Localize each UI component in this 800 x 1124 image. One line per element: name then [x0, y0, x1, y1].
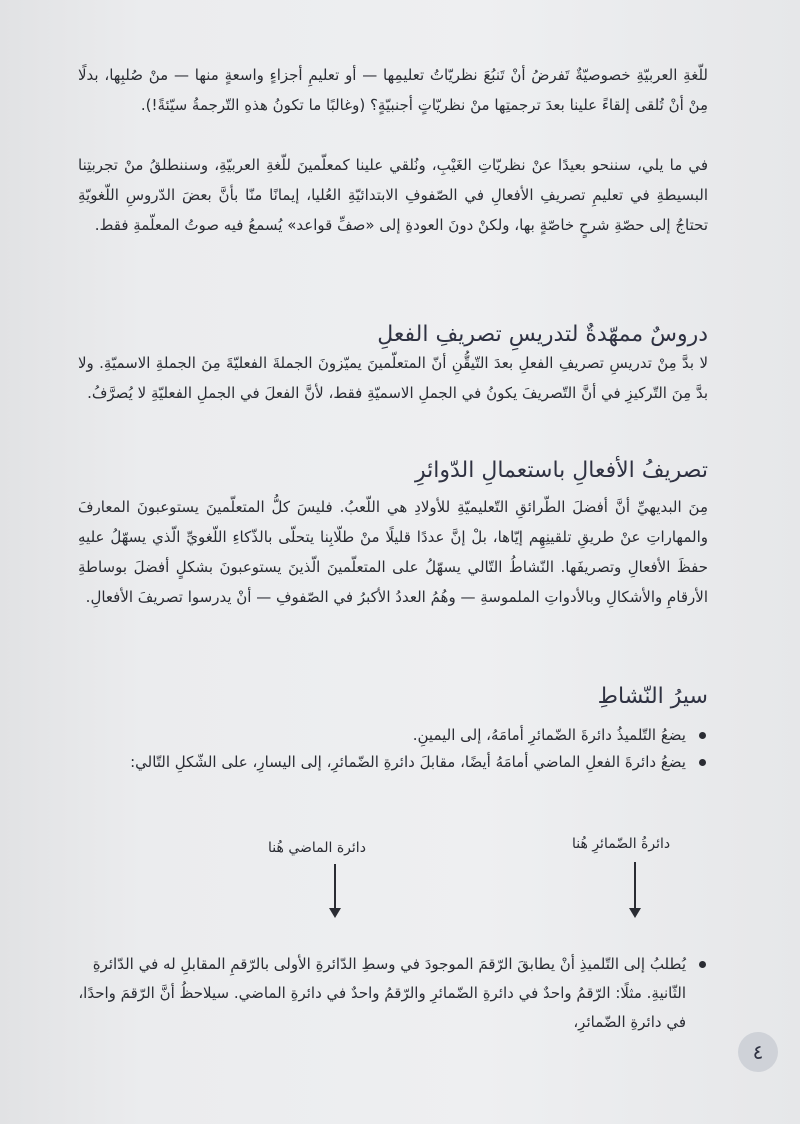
list-item: [78, 950, 708, 1037]
arrow-down-icon: [634, 862, 636, 916]
section-heading-2: تصريفُ الأفعالِ باستعمالِ الدّوائرِ: [415, 458, 708, 483]
arrow-down-icon: [334, 864, 336, 916]
bullet-icon: [699, 732, 706, 739]
activity-steps-list: [78, 722, 708, 776]
step-text: يضعُ دائرةَ الفعلِ الماضي أمامَهُ أيضًا، مقابلَ دائرةِ الضّمائرِ، إلى اليسارِ، على الشّكلِ التّالي:: [130, 753, 686, 771]
section-heading-1: دروسٌ ممهّدةٌ لتدريسِ تصريفِ الفعلِ: [377, 322, 708, 347]
page-number-badge: ٤: [738, 1032, 778, 1072]
intro-paragraph-2: في ما يلي، سننحو بعيدًا عنْ نظريّاتِ الغَيْبِ، ونُلقي علينا كمعلّمينَ للّغةِ العربيّةِ، وسننطلقُ منْ تجربتِنا البسيطةِ في تعليمِ تصريفِ الأفعالِ في الصّفوفِ الابتدائيّةِ العُليا، إيمانًا منّا بأنَّ بعضَ الدّروسِ اللّغويّةِ تحتاجُ إلى حصّةِ شرحٍ خاصّةٍ بها، ولكنْ دونَ العودةِ إلى «صفِّ قواعد» يُسمعُ فيه صوتُ المعلّمةِ فقط.: [78, 156, 708, 234]
bullet-icon: [699, 961, 706, 968]
activity-steps-list-continued: [78, 950, 708, 1037]
intro-paragraph-1: للّغةِ العربيّةِ خصوصيّةٌ تَفرضُ أنْ تَنبُعَ نظريّاتُ تعليمِها — أو تعليمِ أجزاءٍ واسعةٍ منها — منْ صُلبِها، بدلًا مِنْ أنْ تُلقى إلقاءً علينا بعدَ ترجمتِها منْ نظريّاتٍ أجنبيّةٍ؟ (وغالبًا ما تكونُ هذهِ التّرجمةُ سيّئةً!).: [78, 66, 708, 114]
section-heading-3: سيرُ النّشاطِ: [597, 684, 708, 709]
list-item: [78, 722, 708, 749]
bullet-icon: [699, 759, 706, 766]
list-item: [78, 749, 708, 776]
past-circle-label: دائرة الماضي هُنا: [268, 840, 366, 856]
step-text: يُطلبُ إلى التّلميذِ أنْ يطابقَ الرّقمَ الموجودَ في وسطِ الدّائرةِ الأولى بالرّقمِ المقابلِ له في الدّائرةِ الثّانيةِ. مثلًا: الرّقمُ واحدٌ في دائرةِ الضّمائرِ والرّقمُ واحدٌ في دائرةِ الماضي. سيلاحظُ أنَّ الرّقمَ واحدًا، في دائرةِ الضّمائرِ،: [78, 955, 686, 1031]
step-text: يضعُ التّلميذُ دائرةَ الضّمائرِ أمامَهُ، إلى اليمينِ.: [412, 726, 686, 744]
section-1-paragraph: لا بدَّ مِنْ تدريسِ تصريفِ الفعلِ بعدَ التّيقُّنِ أنّ المتعلّمينَ يميّزونَ الجملةَ الفعليّةَ مِنَ الجملةِ الاسميّةِ. ولا بدَّ مِنَ التّركيزِ في أنَّ التّصريفَ يكونُ في الجملِ الاسميّةِ فقط، لأنَّ الفعلَ في الجملِ الفعليّةِ لا يُصرَّفُ.: [78, 354, 708, 402]
section-2-paragraph: مِنَ البديهيِّ أنَّ أفضلَ الطّرائقِ التّعليميّةِ للأولادِ هي اللّعبُ. فليسَ كلُّ المتعلّمينَ يستوعبونَ المعارفَ والمهاراتِ عنْ طريقِ تلقينِهِم إيّاها، بلْ إنَّ عددًا قليلًا منْ طلّابِنا يتحلّى بالذّكاءِ اللّغويِّ الّذي يسهّلُ عليهِ حفظَ الأفعالِ وتصريفَها. النّشاطُ التّالي يسهّلُ على المتعلّمينَ الّذينَ يستوعبونَ بشكلٍ أفضلَ بوساطةِ الأرقامِ والأشكالِ وبالأدواتِ الملموسةِ — وهُمُ العددُ الأكبرُ في الصّفوفِ — أنْ يدرسوا تصريفَ الأفعالِ.: [78, 498, 708, 606]
pronouns-circle-label: دائرةُ الضّمائرِ هُنا: [572, 836, 671, 852]
